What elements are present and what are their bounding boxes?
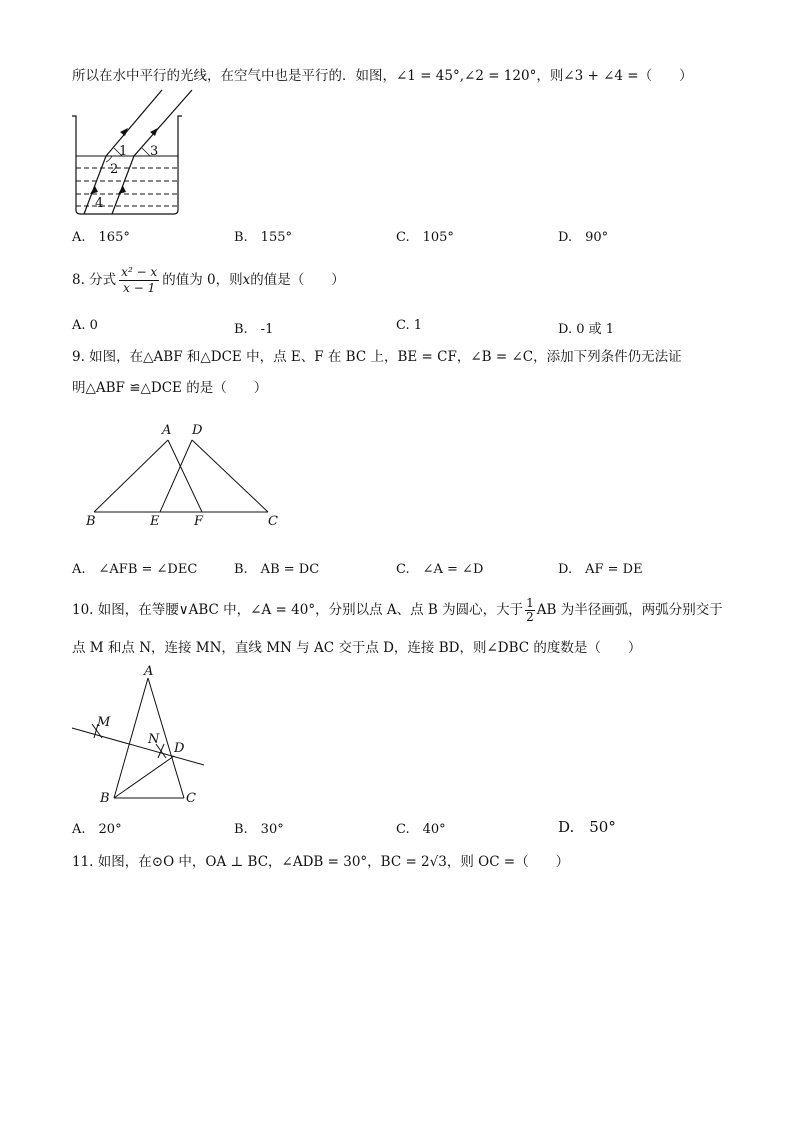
q7-label-3: 3 (150, 144, 159, 159)
q11-stem: 11. 如图，在⊙O 中，OA ⊥ BC，∠ADB = 30°，BC = 2√3，则 OC =（ ） (72, 854, 570, 870)
q8-denominator: x − 1 (123, 281, 156, 295)
q10-line2: 点 M 和点 N，连接 MN，直线 MN 与 AC 交于点 D，连接 BD，则∠DBC 的度数是（ ） (72, 640, 642, 656)
q10-half-fraction (525, 597, 535, 624)
q9-option-c[interactable]: C. ∠A = ∠D (396, 562, 484, 577)
q9-label-b: B (86, 514, 96, 529)
q10-half-den: 2 (526, 610, 534, 624)
q7-intro: 所以在水中平行的光线，在空气中也是平行的．如图，∠1 = 45°,∠2 = 120°，则∠3 + ∠4 =（ ） (72, 68, 693, 84)
q7-option-a[interactable]: A. 165° (72, 230, 130, 245)
q10-label-d: D (174, 741, 185, 756)
q8-numerator: x² − x (121, 265, 158, 279)
q9-option-d[interactable]: D. AF = DE (558, 562, 643, 577)
q8-mid: 的值为 0，则 (162, 272, 243, 288)
q8-option-d[interactable]: D. 0 或 1 (558, 322, 615, 337)
q9-label-a: A (162, 423, 172, 438)
q8-suffix: 的值是（ ） (250, 272, 345, 288)
q10-label-m: M (97, 715, 111, 730)
q9-label-c: C (268, 514, 278, 529)
q10-half-num: 1 (526, 596, 534, 610)
q10-option-a[interactable]: A. 20° (72, 822, 122, 837)
q8-prefix: 8. 分式 (72, 272, 117, 288)
q9-label-e: E (150, 514, 160, 529)
isosceles-diagram (70, 668, 290, 808)
q9-label-d: D (192, 423, 203, 438)
q10-line1-a: 10. 如图，在等腰∨ABC 中，∠A = 40°，分别以点 A、点 B 为圆心，大于 (72, 602, 524, 618)
q8-var: x (242, 272, 251, 288)
q7-option-c[interactable]: C. 105° (396, 230, 454, 245)
q7-option-b[interactable]: B. 155° (234, 230, 292, 245)
q10-label-n: N (148, 732, 160, 747)
q8-fraction (119, 265, 159, 296)
q10-line1 (72, 594, 723, 626)
q8-option-c[interactable]: C. 1 (396, 318, 423, 333)
q7-label-1: 1 (119, 144, 128, 159)
q10-option-c[interactable]: C. 40° (396, 822, 446, 837)
q9-line1: 9. 如图，在△ABF 和△DCE 中，点 E、F 在 BC 上，BE = CF，∠B = ∠C，添加下列条件仍无法证 (72, 349, 682, 365)
q8-option-b[interactable]: B. -1 (234, 322, 274, 337)
triangles-diagram (80, 420, 280, 530)
q10-label-b: B (100, 791, 110, 806)
q9-label-f: F (194, 514, 204, 529)
q10-option-b[interactable]: B. 30° (234, 822, 284, 837)
q10-label-a: A (144, 664, 154, 679)
q7-option-d[interactable]: D. 90° (558, 230, 609, 245)
q7-label-4: 4 (95, 196, 104, 211)
q8-stem (72, 262, 345, 298)
q9-option-b[interactable]: B. AB = DC (234, 562, 320, 577)
q9-line2: 明△ABF ≌△DCE 的是（ ） (72, 380, 268, 396)
q10-line1-b: AB 为半径画弧，两弧分别交于 (536, 602, 723, 618)
q9-option-a[interactable]: A. ∠AFB = ∠DEC (72, 562, 198, 577)
q10-option-d[interactable]: D. 50° (558, 818, 616, 836)
q8-option-a[interactable]: A. 0 (72, 318, 98, 333)
q7-label-2: 2 (110, 162, 119, 177)
q10-label-c: C (186, 791, 196, 806)
